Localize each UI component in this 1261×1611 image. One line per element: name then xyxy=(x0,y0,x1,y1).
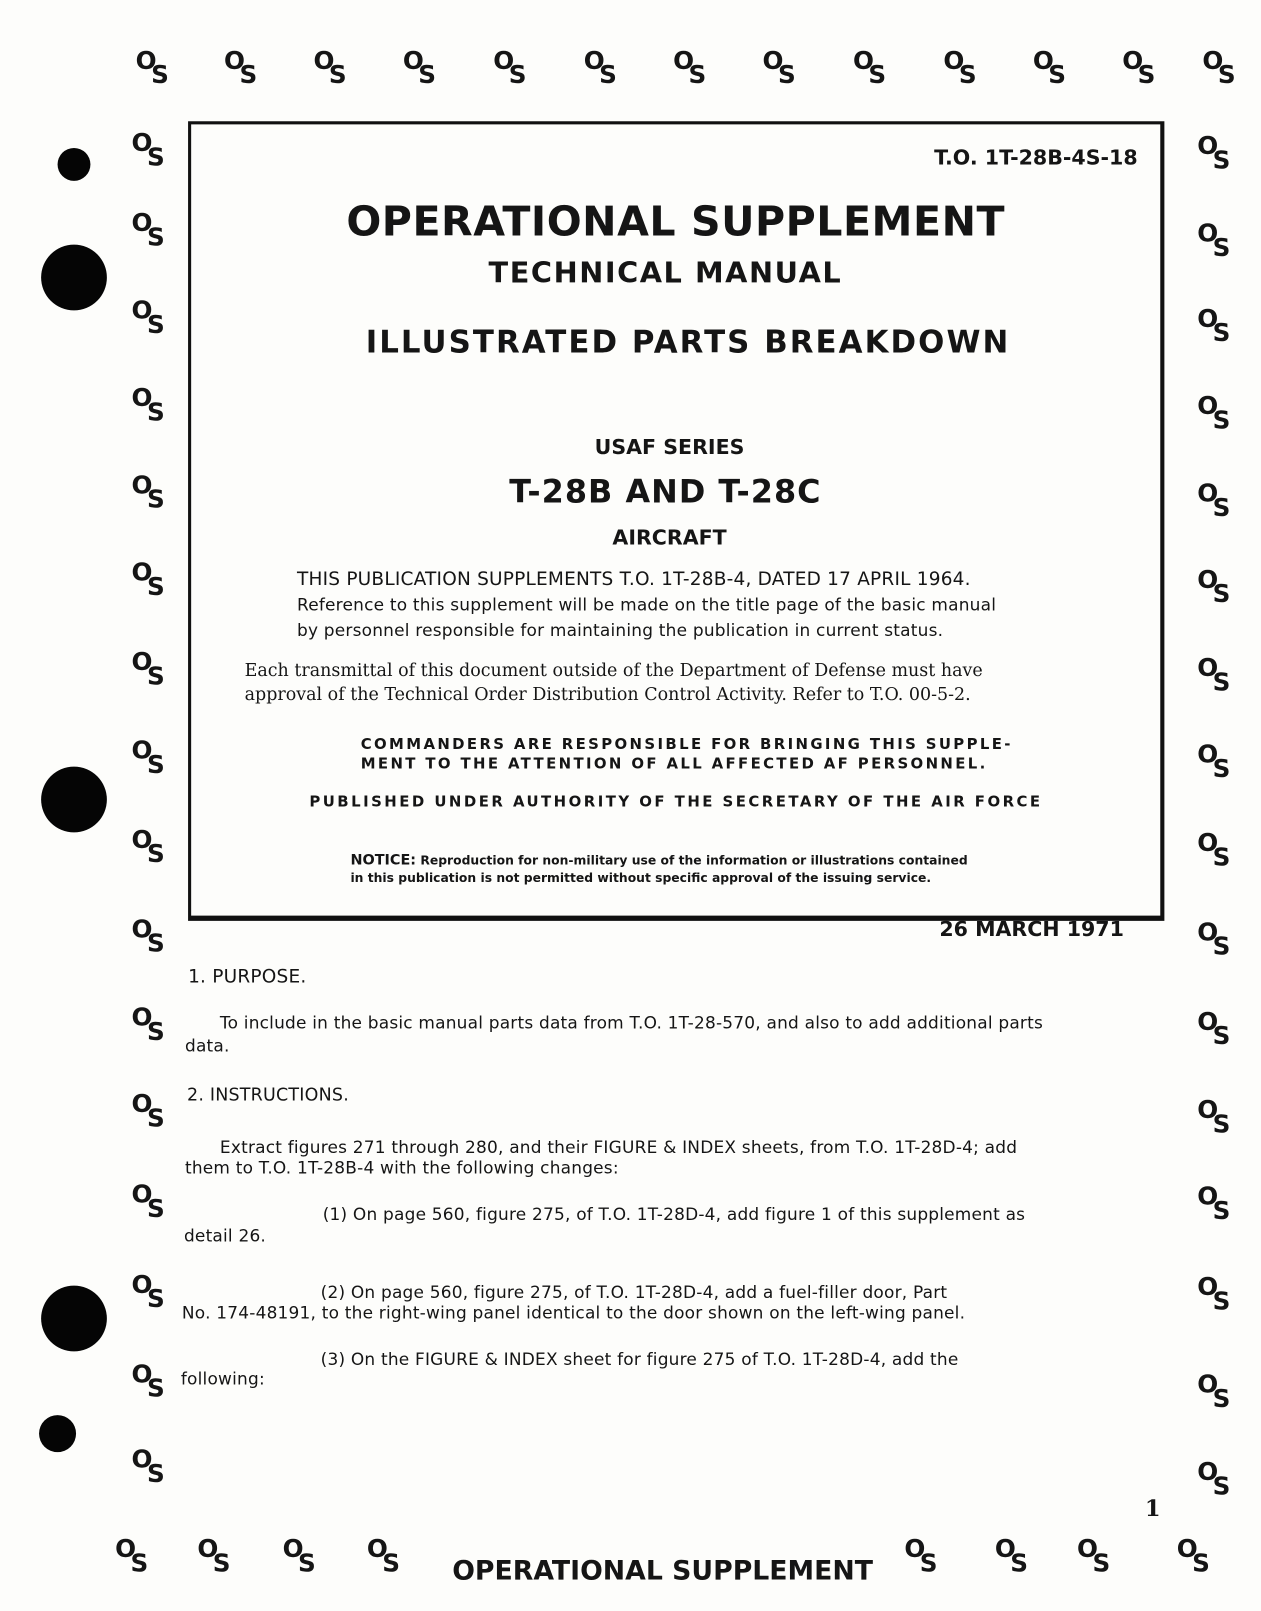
os-mark-s: S xyxy=(1212,1021,1231,1051)
os-mark-o: O xyxy=(1197,1007,1219,1036)
os-mark-s: S xyxy=(146,1194,165,1223)
commanders-line-1: COMMANDERS ARE RESPONSIBLE FOR BRINGING THIS SUPPLE- xyxy=(360,736,1013,754)
os-mark-o: O xyxy=(131,1270,153,1300)
commanders-line-2: MENT TO THE ATTENTION OF ALL AFFECTED AF PERSONNEL. xyxy=(360,756,988,773)
os-mark xyxy=(136,48,177,89)
os-mark-s: S xyxy=(1212,1384,1231,1414)
os-mark xyxy=(1197,1274,1238,1315)
os-mark-s: S xyxy=(146,839,165,869)
os-mark-o: O xyxy=(313,46,335,76)
reference-line-2: by personnel responsible for maintaining the publication in current status. xyxy=(297,620,944,641)
purpose-line-1: To include in the basic manual parts data from T.O. 1T-28-570, and also to add additional parts xyxy=(219,1013,1044,1033)
os-mark xyxy=(313,48,354,89)
os-mark-o: O xyxy=(131,208,153,238)
os-mark-o: O xyxy=(131,470,153,500)
os-mark-o: O xyxy=(1077,1534,1099,1564)
item3-line-1: (3) On the FIGURE & INDEX sheet for figure 275 of T.O. 1T-28D-4, add the xyxy=(320,1349,959,1369)
os-mark xyxy=(1197,1181,1238,1226)
os-mark-s: S xyxy=(130,1548,149,1578)
os-mark-s: S xyxy=(146,397,165,427)
os-mark-o: O xyxy=(994,1534,1016,1564)
os-mark-s: S xyxy=(688,60,707,90)
os-mark-s: S xyxy=(1212,842,1231,872)
item1-line-1: (1) On page 560, figure 275, of T.O. 1T-28D-4, add figure 1 of this supplement as xyxy=(322,1204,1026,1224)
os-mark xyxy=(132,560,173,601)
os-mark xyxy=(132,1005,173,1046)
os-mark-o: O xyxy=(131,825,153,855)
notice-text-1: Reproduction for non-military use of the information or illustrations contained xyxy=(420,852,968,868)
os-mark-s: S xyxy=(239,60,258,90)
reference-line-1: Reference to this supplement will be made on the title page of the basic manual xyxy=(297,595,997,615)
os-mark-s: S xyxy=(1212,1471,1231,1501)
os-mark xyxy=(1122,48,1163,89)
to-number: T.O. 1T-28B-4S-18 xyxy=(934,144,1138,170)
os-mark-o: O xyxy=(1197,1181,1219,1211)
publication-date: 26 MARCH 1971 xyxy=(939,916,1124,942)
os-mark-o: O xyxy=(366,1534,388,1564)
item2-line-2: No. 174-48191, to the right-wing panel identical to the door shown on the left-wing panel. xyxy=(181,1303,966,1323)
os-mark-o: O xyxy=(1197,917,1219,947)
item1-line-2: detail 26. xyxy=(183,1226,267,1246)
os-mark-s: S xyxy=(146,485,165,514)
os-mark xyxy=(131,1179,173,1223)
os-mark-s: S xyxy=(146,1017,165,1047)
os-mark xyxy=(1197,917,1238,961)
os-mark-o: O xyxy=(943,46,965,76)
os-mark-o: O xyxy=(1197,739,1219,769)
os-mark xyxy=(1197,1369,1238,1414)
os-mark-o: O xyxy=(1197,1457,1219,1487)
os-mark xyxy=(904,1536,945,1577)
supplements-line: THIS PUBLICATION SUPPLEMENTS T.O. 1T-28B-4, DATED 17 APRIL 1964. xyxy=(297,568,971,590)
os-mark-o: O xyxy=(131,1003,153,1032)
os-mark xyxy=(132,1272,173,1313)
os-mark-s: S xyxy=(146,310,165,340)
os-mark xyxy=(131,914,173,958)
os-mark xyxy=(131,647,173,691)
os-mark-o: O xyxy=(131,1179,153,1209)
os-mark-o: O xyxy=(402,46,424,76)
punch-hole xyxy=(39,1415,76,1452)
os-mark-o: O xyxy=(1197,131,1219,161)
os-mark-o: O xyxy=(762,46,784,76)
os-mark-o: O xyxy=(131,914,153,944)
os-mark xyxy=(283,1536,324,1577)
os-mark-o: O xyxy=(131,558,153,587)
notice-line-2: in this publication is not permitted without specific approval of the issuing service. xyxy=(350,870,932,885)
os-mark-s: S xyxy=(146,572,165,602)
os-mark xyxy=(1197,653,1238,697)
usaf-series: USAF SERIES xyxy=(594,434,745,460)
os-mark-s: S xyxy=(146,1103,165,1133)
os-mark-s: S xyxy=(146,223,165,252)
os-mark-o: O xyxy=(131,735,153,765)
os-mark-o: O xyxy=(493,46,515,76)
os-mark-s: S xyxy=(1212,754,1231,784)
os-mark-s: S xyxy=(146,1374,165,1403)
os-mark-s: S xyxy=(1192,1548,1210,1578)
os-mark-o: O xyxy=(583,46,605,76)
os-mark-o: O xyxy=(131,647,153,677)
os-mark-s: S xyxy=(919,1548,938,1578)
os-mark-s: S xyxy=(599,60,617,90)
footer-title: OPERATIONAL SUPPLEMENT xyxy=(452,1555,873,1587)
os-mark xyxy=(853,48,894,89)
os-mark-o: O xyxy=(1197,391,1219,421)
os-mark-s: S xyxy=(508,60,527,90)
subtitle-technical-manual: TECHNICAL MANUAL xyxy=(488,255,843,290)
punch-hole xyxy=(41,1286,107,1352)
os-mark-o: O xyxy=(1197,565,1219,595)
os-mark-o: O xyxy=(282,1534,304,1564)
purpose-line-2: data. xyxy=(184,1035,230,1056)
os-mark xyxy=(367,1536,408,1577)
os-mark-s: S xyxy=(1048,60,1067,90)
os-mark xyxy=(132,1091,173,1132)
os-mark-o: O xyxy=(1197,1095,1219,1125)
os-mark-o: O xyxy=(224,46,246,76)
os-mark-o: O xyxy=(131,295,153,325)
subtitle-ipb: ILLUSTRATED PARTS BREAKDOWN xyxy=(365,324,1011,361)
os-mark-o: O xyxy=(904,1534,926,1564)
os-mark xyxy=(1197,567,1238,608)
os-mark xyxy=(943,48,984,89)
os-mark xyxy=(1197,478,1238,523)
os-mark-o: O xyxy=(1197,218,1219,248)
os-mark-s: S xyxy=(1212,932,1231,961)
os-mark xyxy=(132,827,173,868)
os-mark-o: O xyxy=(131,128,153,158)
os-mark xyxy=(1197,391,1238,435)
os-mark-s: S xyxy=(868,60,887,90)
os-mark-s: S xyxy=(1212,493,1231,523)
os-mark xyxy=(763,48,804,89)
os-mark-s: S xyxy=(1212,1109,1231,1139)
os-mark-s: S xyxy=(146,1459,165,1489)
os-mark-o: O xyxy=(1202,46,1224,76)
os-mark-s: S xyxy=(382,1548,401,1578)
os-mark-s: S xyxy=(1212,668,1231,697)
os-mark xyxy=(131,735,173,779)
punch-hole xyxy=(41,245,107,311)
os-mark xyxy=(131,1444,173,1489)
instructions-line-2: them to T.O. 1T-28B-4 with the following changes: xyxy=(184,1158,619,1178)
instructions-heading: 2. INSTRUCTIONS. xyxy=(187,1085,349,1106)
os-mark-s: S xyxy=(212,1548,231,1578)
title-block xyxy=(188,121,1164,921)
os-mark xyxy=(584,48,625,89)
os-mark-s: S xyxy=(1137,60,1156,90)
os-mark-o: O xyxy=(1032,46,1054,76)
os-mark-o: O xyxy=(135,46,157,76)
os-mark-o: O xyxy=(673,46,695,76)
os-mark-s: S xyxy=(777,60,796,90)
item2-line-1: (2) On page 560, figure 275, of T.O. 1T-28D-4, add a fuel-filler door, Part xyxy=(320,1282,948,1303)
os-mark xyxy=(197,1536,238,1577)
os-mark-s: S xyxy=(146,929,165,958)
os-mark xyxy=(131,295,173,340)
os-mark-s: S xyxy=(151,60,169,90)
os-mark-s: S xyxy=(1010,1548,1029,1578)
document-title: OPERATIONAL SUPPLEMENT xyxy=(346,198,1006,246)
aircraft-label: AIRCRAFT xyxy=(612,525,727,550)
os-mark-s: S xyxy=(1212,405,1231,435)
os-mark xyxy=(1077,1536,1118,1577)
os-mark-s: S xyxy=(1212,1286,1231,1316)
os-mark xyxy=(1197,1009,1238,1050)
os-mark-s: S xyxy=(1217,60,1236,90)
os-mark xyxy=(1197,739,1238,784)
punch-hole xyxy=(58,148,91,181)
os-mark-s: S xyxy=(146,1284,165,1314)
os-mark xyxy=(1177,1536,1218,1577)
os-mark xyxy=(493,48,534,89)
os-mark-s: S xyxy=(1212,233,1231,263)
os-mark-s: S xyxy=(1212,1196,1231,1226)
os-mark-s: S xyxy=(146,750,165,779)
os-mark-o: O xyxy=(197,1534,219,1564)
os-mark xyxy=(131,1359,173,1403)
os-mark xyxy=(131,208,173,252)
item3-line-2: following: xyxy=(180,1368,265,1389)
os-mark xyxy=(1197,306,1238,347)
page-number: 1 xyxy=(1144,1495,1161,1523)
os-mark-s: S xyxy=(146,142,165,172)
authority-line: PUBLISHED UNDER AUTHORITY OF THE SECRETARY OF THE AIR FORCE xyxy=(309,794,1043,811)
os-mark-o: O xyxy=(1122,46,1144,76)
os-mark xyxy=(1197,830,1238,871)
os-mark-s: S xyxy=(1212,579,1231,609)
os-mark xyxy=(403,48,444,89)
notice-line-1 xyxy=(350,852,967,868)
purpose-heading: 1. PURPOSE. xyxy=(188,966,307,988)
os-mark xyxy=(131,470,173,514)
os-mark-o: O xyxy=(1197,304,1219,333)
os-mark-s: S xyxy=(328,60,347,90)
os-mark-o: O xyxy=(131,383,153,413)
transmittal-line-2: approval of the Technical Order Distribution Control Activity. Refer to T.O. 00-5-2. xyxy=(244,684,971,706)
os-mark xyxy=(1197,131,1238,175)
os-mark xyxy=(1033,48,1074,89)
os-mark xyxy=(224,48,265,89)
notice-label: NOTICE: xyxy=(350,851,417,869)
os-mark-o: O xyxy=(1197,478,1219,508)
os-mark-o: O xyxy=(131,1359,153,1389)
transmittal-line-1: Each transmittal of this document outside of the Department of Defense must have xyxy=(244,660,983,682)
os-mark-o: O xyxy=(1197,828,1219,858)
os-mark-s: S xyxy=(418,60,437,90)
os-mark xyxy=(673,48,714,89)
os-mark-s: S xyxy=(1212,318,1231,348)
os-mark xyxy=(132,385,173,426)
os-mark-s: S xyxy=(298,1548,316,1578)
os-mark-o: O xyxy=(131,1089,153,1119)
os-mark xyxy=(1197,1095,1238,1139)
os-mark-o: O xyxy=(852,46,874,76)
os-mark-o: O xyxy=(1197,1369,1219,1399)
os-mark-o: O xyxy=(1197,1272,1219,1302)
os-mark xyxy=(131,128,173,172)
os-mark xyxy=(1202,48,1243,89)
aircraft-models: T-28B AND T-28C xyxy=(509,473,822,511)
os-mark-o: O xyxy=(115,1534,137,1564)
os-mark xyxy=(1197,1459,1238,1500)
os-mark-s: S xyxy=(146,661,165,691)
os-mark-o: O xyxy=(131,1444,153,1474)
os-mark xyxy=(995,1536,1036,1577)
os-mark xyxy=(1197,218,1238,263)
os-mark-o: O xyxy=(1197,653,1219,683)
os-mark-s: S xyxy=(958,60,977,90)
os-mark-o: O xyxy=(1176,1534,1198,1564)
os-mark xyxy=(115,1536,156,1577)
os-mark-s: S xyxy=(1092,1548,1111,1578)
punch-hole xyxy=(41,767,107,833)
os-mark-s: S xyxy=(1212,145,1231,175)
instructions-line-1: Extract figures 271 through 280, and their FIGURE & INDEX sheets, from T.O. 1T-28D-4; add xyxy=(219,1137,1018,1158)
